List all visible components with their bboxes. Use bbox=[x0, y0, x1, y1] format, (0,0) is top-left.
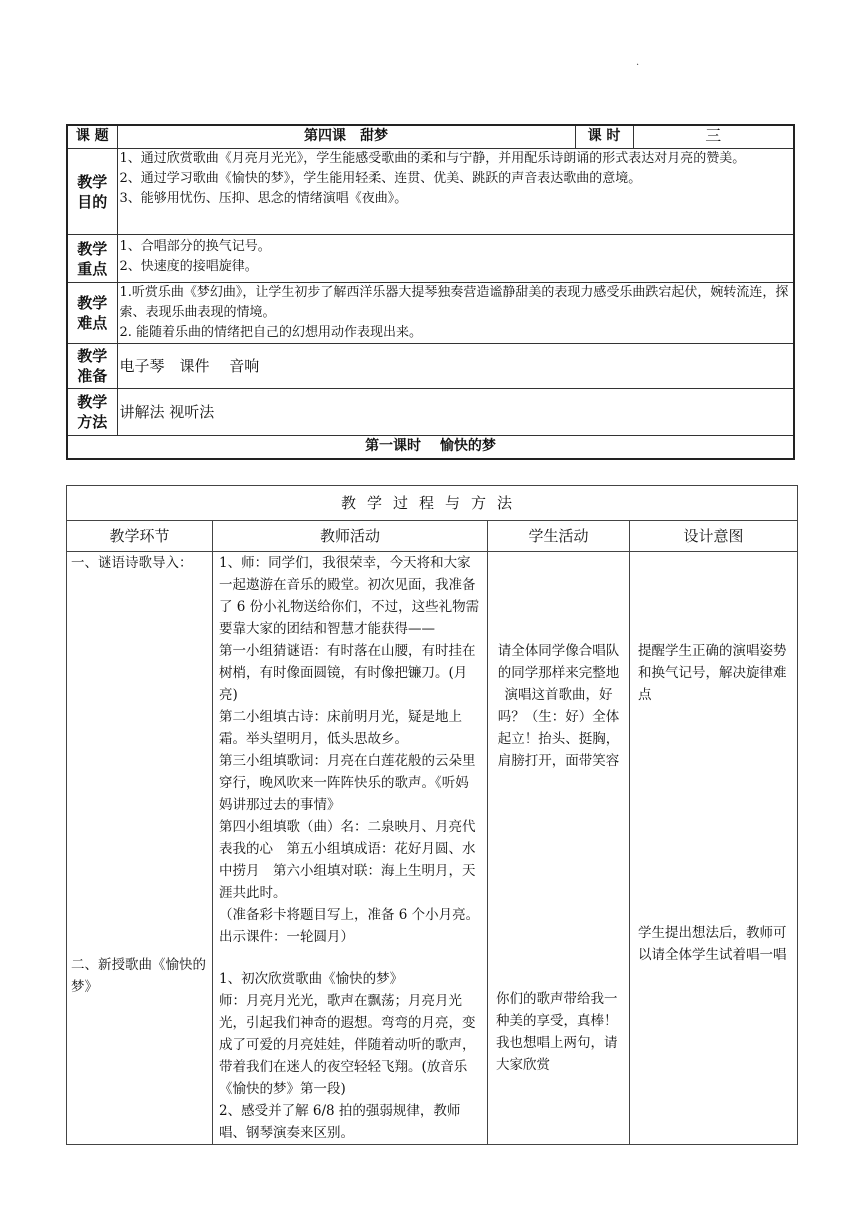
goal-line: 2、通过学习歌曲《愉快的梦》，学生能用轻柔、连贯、优美、跳跃的声音表达歌曲的意境。 bbox=[119, 171, 642, 186]
preparation-label: 教学 准备 bbox=[67, 344, 117, 389]
difficulties-label: 教学 难点 bbox=[67, 283, 117, 344]
header-intent: 设计意图 bbox=[630, 521, 798, 552]
intent-paragraph: 学生提出想法后，教师可以请全体学生试着唱一唱 bbox=[638, 925, 787, 963]
teacher-activity bbox=[213, 552, 488, 1145]
header-student: 学生活动 bbox=[488, 521, 630, 552]
header-stage: 教学环节 bbox=[67, 521, 213, 552]
teacher-paragraph: 第一小组猜谜语：有时落在山腰，有时挂在树梢，有时像面圆镜，有时像把镰刀。(月亮) bbox=[219, 643, 476, 703]
difficulty-line: 2. 能随着乐曲的情绪把自己的幻想用动作表现出来。 bbox=[119, 325, 423, 340]
method-content: 讲解法 视听法 bbox=[117, 389, 794, 436]
course-title: 第四课 甜梦 bbox=[117, 125, 575, 149]
key-points-label: 教学 重点 bbox=[67, 235, 117, 283]
period-label: 课 时 bbox=[575, 125, 633, 149]
goals-content bbox=[117, 149, 794, 235]
difficulty-line: 1.听赏乐曲《梦幻曲》，让学生初步了解西洋乐器大提琴独奏营造谧静甜美的表现力感受乐曲跌宕起伏，婉转流连，探索、表现乐曲表现的情境。 bbox=[119, 285, 789, 320]
teacher-paragraph: 1、初次欣赏歌曲《愉快的梦》 bbox=[219, 971, 404, 987]
key-point-line: 2、快速度的接唱旋律。 bbox=[119, 259, 258, 274]
design-intent bbox=[630, 552, 798, 1145]
goal-line: 3、能够用忧伤、压抑、思念的情绪演唱《夜曲》。 bbox=[119, 191, 408, 206]
teacher-paragraph: 第四小组填歌（曲）名：二泉映月、月亮代表我的心 第五小组填成语：花好月圆、水中捞月 第六小组填对联：海上生明月，天涯共此时。 bbox=[219, 819, 476, 901]
difficulties-content bbox=[117, 283, 794, 344]
student-activity bbox=[488, 552, 630, 1145]
stage-new-song: 二、新授歌曲《愉快的梦》 bbox=[71, 957, 206, 995]
stage-column bbox=[67, 552, 213, 1145]
process-title: 教学过程与方法 bbox=[67, 486, 798, 521]
stage-intro: 一、谜语诗歌导入： bbox=[71, 555, 193, 571]
teacher-paragraph: 第二小组填古诗：床前明月光，疑是地上霜。举头望明月，低头思故乡。 bbox=[219, 709, 462, 747]
teacher-paragraph: 师：月亮月光光，歌声在飘荡；月亮月光光，引起我们神奇的遐想。弯弯的月亮，变成了可爱的月亮娃娃，伴随着动听的歌声，带着我们在迷人的夜空轻轻飞翔。(放音乐《愉快的梦》第一段) bbox=[219, 993, 476, 1097]
header-teacher: 教师活动 bbox=[213, 521, 488, 552]
lesson-info-table bbox=[66, 124, 795, 460]
session-title: 第一课时 愉快的梦 bbox=[67, 436, 794, 460]
method-label: 教学 方法 bbox=[67, 389, 117, 436]
teacher-paragraph: 第三小组填歌词：月亮在白莲花般的云朵里穿行，晚风吹来一阵阵快乐的歌声。《听妈妈讲那过去的事情》 bbox=[219, 753, 476, 813]
teacher-paragraph: （准备彩卡将题目写上，准备 6 个小月亮。出示课件：一轮圆月） bbox=[219, 907, 480, 945]
goals-label: 教学 目的 bbox=[67, 149, 117, 235]
teacher-paragraph: 2、感受并了解 6/8 拍的强弱规律，教师唱、钢琴演奏来区别。 bbox=[219, 1103, 461, 1141]
course-label: 课 题 bbox=[67, 125, 117, 149]
page-mark: · bbox=[636, 60, 640, 71]
teacher-paragraph: 1、师：同学们，我很荣幸，今天将和大家一起遨游在音乐的殿堂。初次见面，我准备了 6 份小礼物送给你们，不过，这些礼物需要靠大家的团结和智慧才能获得—— bbox=[219, 555, 480, 637]
preparation-content: 电子琴 课件 音响 bbox=[117, 344, 794, 389]
key-point-line: 1、合唱部分的换气记号。 bbox=[119, 239, 271, 254]
teaching-process-table bbox=[66, 485, 798, 1145]
intent-paragraph: 提醒学生正确的演唱姿势和换气记号，解决旋律难点 bbox=[638, 643, 787, 703]
student-paragraph: 请全体同学像合唱队的同学那样来完整地演唱这首歌曲，好吗？（生：好）全体起立！抬头、挺胸，肩膀打开，面带笑容 bbox=[497, 643, 620, 769]
period-value: 三 bbox=[633, 125, 794, 149]
goal-line: 1、通过欣赏歌曲《月亮月光光》，学生能感受歌曲的柔和与宁静，并用配乐诗朗诵的形式表达对月亮的赞美。 bbox=[119, 151, 746, 166]
student-paragraph: 你们的歌声带给我一种美的享受，真棒！我也想唱上两句，请大家欣赏 bbox=[496, 991, 618, 1073]
key-points-content bbox=[117, 235, 794, 283]
